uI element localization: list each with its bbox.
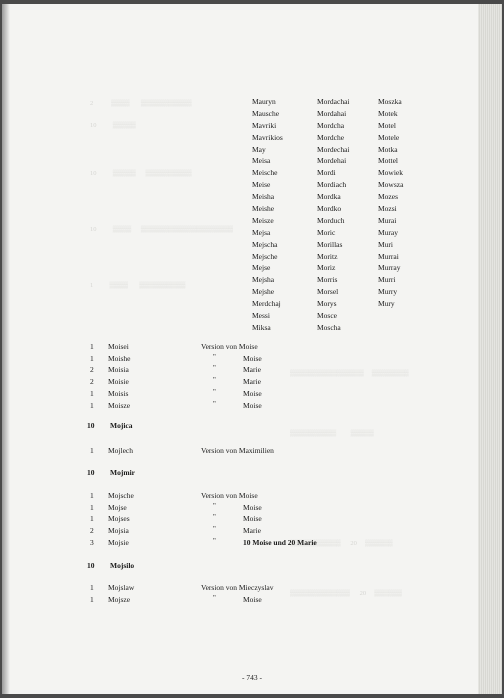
entry-count: 1 [90, 446, 94, 455]
entry-name: Mojsze [108, 594, 131, 604]
entry-note: Version von Moise [201, 491, 258, 500]
name-entry: Mowsza [378, 180, 404, 190]
name-entry: Miksa [252, 322, 271, 332]
entry-count: 1 [90, 514, 94, 524]
name-entry: Mowiek [378, 168, 403, 178]
ditto-mark: " [213, 525, 216, 534]
entry-name: Mojlech [108, 446, 133, 455]
entry-name: Mojslaw [108, 583, 135, 592]
entry-name: Mojse [108, 502, 127, 512]
name-entry: Meishe [252, 204, 275, 214]
name-entry: Mejshe [252, 287, 275, 297]
entry-note: Marie [243, 365, 261, 375]
name-entry: Messi [252, 311, 270, 321]
name-entry: Murry [378, 287, 398, 297]
name-entry: Motele [378, 132, 400, 142]
name-entry: Mordko [317, 204, 342, 214]
name-entry: Murray [378, 263, 401, 273]
entry-note: 10 Moise und 20 Marie [243, 537, 317, 547]
entry-count: 1 [90, 502, 94, 512]
name-entry: Mury [378, 299, 395, 309]
entry-count: 1 [90, 491, 94, 500]
entry-note: Marie [243, 377, 261, 387]
ditto-mark: " [213, 364, 216, 373]
entry-note: Version von Mieczyslav [201, 583, 274, 592]
name-entry: Motel [378, 120, 396, 130]
page-number: - 743 - [242, 673, 262, 682]
name-entry: Mordahai [317, 108, 347, 118]
name-entry: Mordche [317, 132, 345, 142]
name-entry: Muray [378, 227, 398, 237]
name-column-2 [317, 96, 350, 334]
name-entry: Mordechai [317, 144, 350, 154]
entry-name: Mojses [108, 514, 130, 524]
name-entry: Mavrikios [252, 132, 283, 142]
ditto-mark: " [213, 513, 216, 522]
ditto-mark: " [213, 536, 216, 545]
name-entry: Mejsa [252, 227, 271, 237]
entry-count: 1 [90, 400, 94, 410]
name-column-3 [378, 96, 403, 310]
name-entry: Mozes [378, 192, 398, 202]
name-entry: Moriz [317, 263, 336, 273]
entry-count: 3 [90, 537, 94, 547]
entry-name: Moisze [108, 400, 131, 410]
name-entry: Mordka [317, 192, 341, 202]
entry-name: Moisei [108, 342, 129, 351]
group-heading: Mojmir [110, 468, 135, 477]
gutter-shadow [2, 4, 10, 694]
name-entry: Mejsha [252, 275, 275, 285]
entry-note: Marie [243, 526, 261, 536]
entry-note: Moise [243, 400, 262, 410]
entry-note: Moise [243, 353, 262, 363]
name-entry: Morys [317, 299, 337, 309]
entry-note: Moise [243, 514, 262, 524]
page-edges [478, 4, 502, 694]
name-entry: Mejse [252, 263, 271, 273]
name-entry: Mausche [252, 108, 280, 118]
entry-name: Moishe [108, 353, 131, 363]
entry-name: Mojsia [108, 526, 129, 536]
entry-note: Moise [243, 388, 262, 398]
name-entry: Muri [378, 239, 393, 249]
name-entry: Mauryn [252, 97, 276, 106]
entry-note: Moise [243, 594, 262, 604]
entry-name: Moisia [108, 365, 129, 375]
ditto-mark: " [213, 593, 216, 602]
name-entry: Mavriki [252, 120, 277, 130]
name-entry: Moritz [317, 251, 338, 261]
entry-name: Mojsche [108, 491, 134, 500]
name-entry: Morduch [317, 215, 345, 225]
name-entry: Mosce [317, 311, 337, 321]
entry-count: 1 [90, 353, 94, 363]
name-entry: Mordehai [317, 156, 347, 166]
name-entry: Moszka [378, 97, 402, 106]
ditto-mark: " [213, 376, 216, 385]
name-entry: Moscha [317, 322, 341, 332]
entry-note: Version von Maximilien [201, 446, 274, 455]
name-column-1 [252, 96, 283, 334]
entry-name: Moisis [108, 388, 129, 398]
name-entry: Moric [317, 227, 336, 237]
ditto-mark: " [213, 387, 216, 396]
entry-note: Version von Moise [201, 342, 258, 351]
name-entry: Morsel [317, 287, 339, 297]
ditto-mark: " [213, 399, 216, 408]
name-entry: Meisze [252, 215, 274, 225]
name-entry: Morillas [317, 239, 343, 249]
name-entry: Motek [378, 108, 398, 118]
entry-count: 1 [90, 583, 94, 592]
ditto-mark: " [213, 501, 216, 510]
name-entry: Meische [252, 168, 278, 178]
name-entry: Mozsi [378, 204, 397, 214]
entry-count: 1 [90, 342, 94, 351]
entry-count: 1 [90, 388, 94, 398]
name-entry: Murrai [378, 251, 399, 261]
name-entry: Murri [378, 275, 396, 285]
name-entry: Murai [378, 215, 397, 225]
ditto-mark: " [213, 352, 216, 361]
name-entry: Motka [378, 144, 398, 154]
name-entry: Mottel [378, 156, 398, 166]
group-heading: Mojsilo [110, 561, 135, 570]
entry-count: 2 [90, 365, 94, 375]
entry-count: 2 [90, 377, 94, 387]
name-entry: Morris [317, 275, 338, 285]
group-total: 10 [87, 421, 95, 430]
name-entry: Mordi [317, 168, 336, 178]
name-entry: Mejsche [252, 251, 278, 261]
group-heading: Mojica [110, 421, 133, 430]
group-total: 10 [87, 468, 95, 477]
name-entry: Mejscha [252, 239, 278, 249]
entry-count: 1 [90, 594, 94, 604]
entry-name: Moisie [108, 377, 129, 387]
name-entry: Mordcha [317, 120, 345, 130]
name-entry: Meisha [252, 192, 275, 202]
name-entry: Merdchaj [252, 299, 281, 309]
entry-count: 2 [90, 526, 94, 536]
group-total: 10 [87, 561, 95, 570]
name-entry: Mordiach [317, 180, 347, 190]
name-entry: Mordachai [317, 97, 350, 106]
name-entry: May [252, 144, 266, 154]
name-entry: Meise [252, 180, 271, 190]
entry-note: Moise [243, 502, 262, 512]
entry-name: Mojsie [108, 537, 129, 547]
name-entry: Meisa [252, 156, 271, 166]
